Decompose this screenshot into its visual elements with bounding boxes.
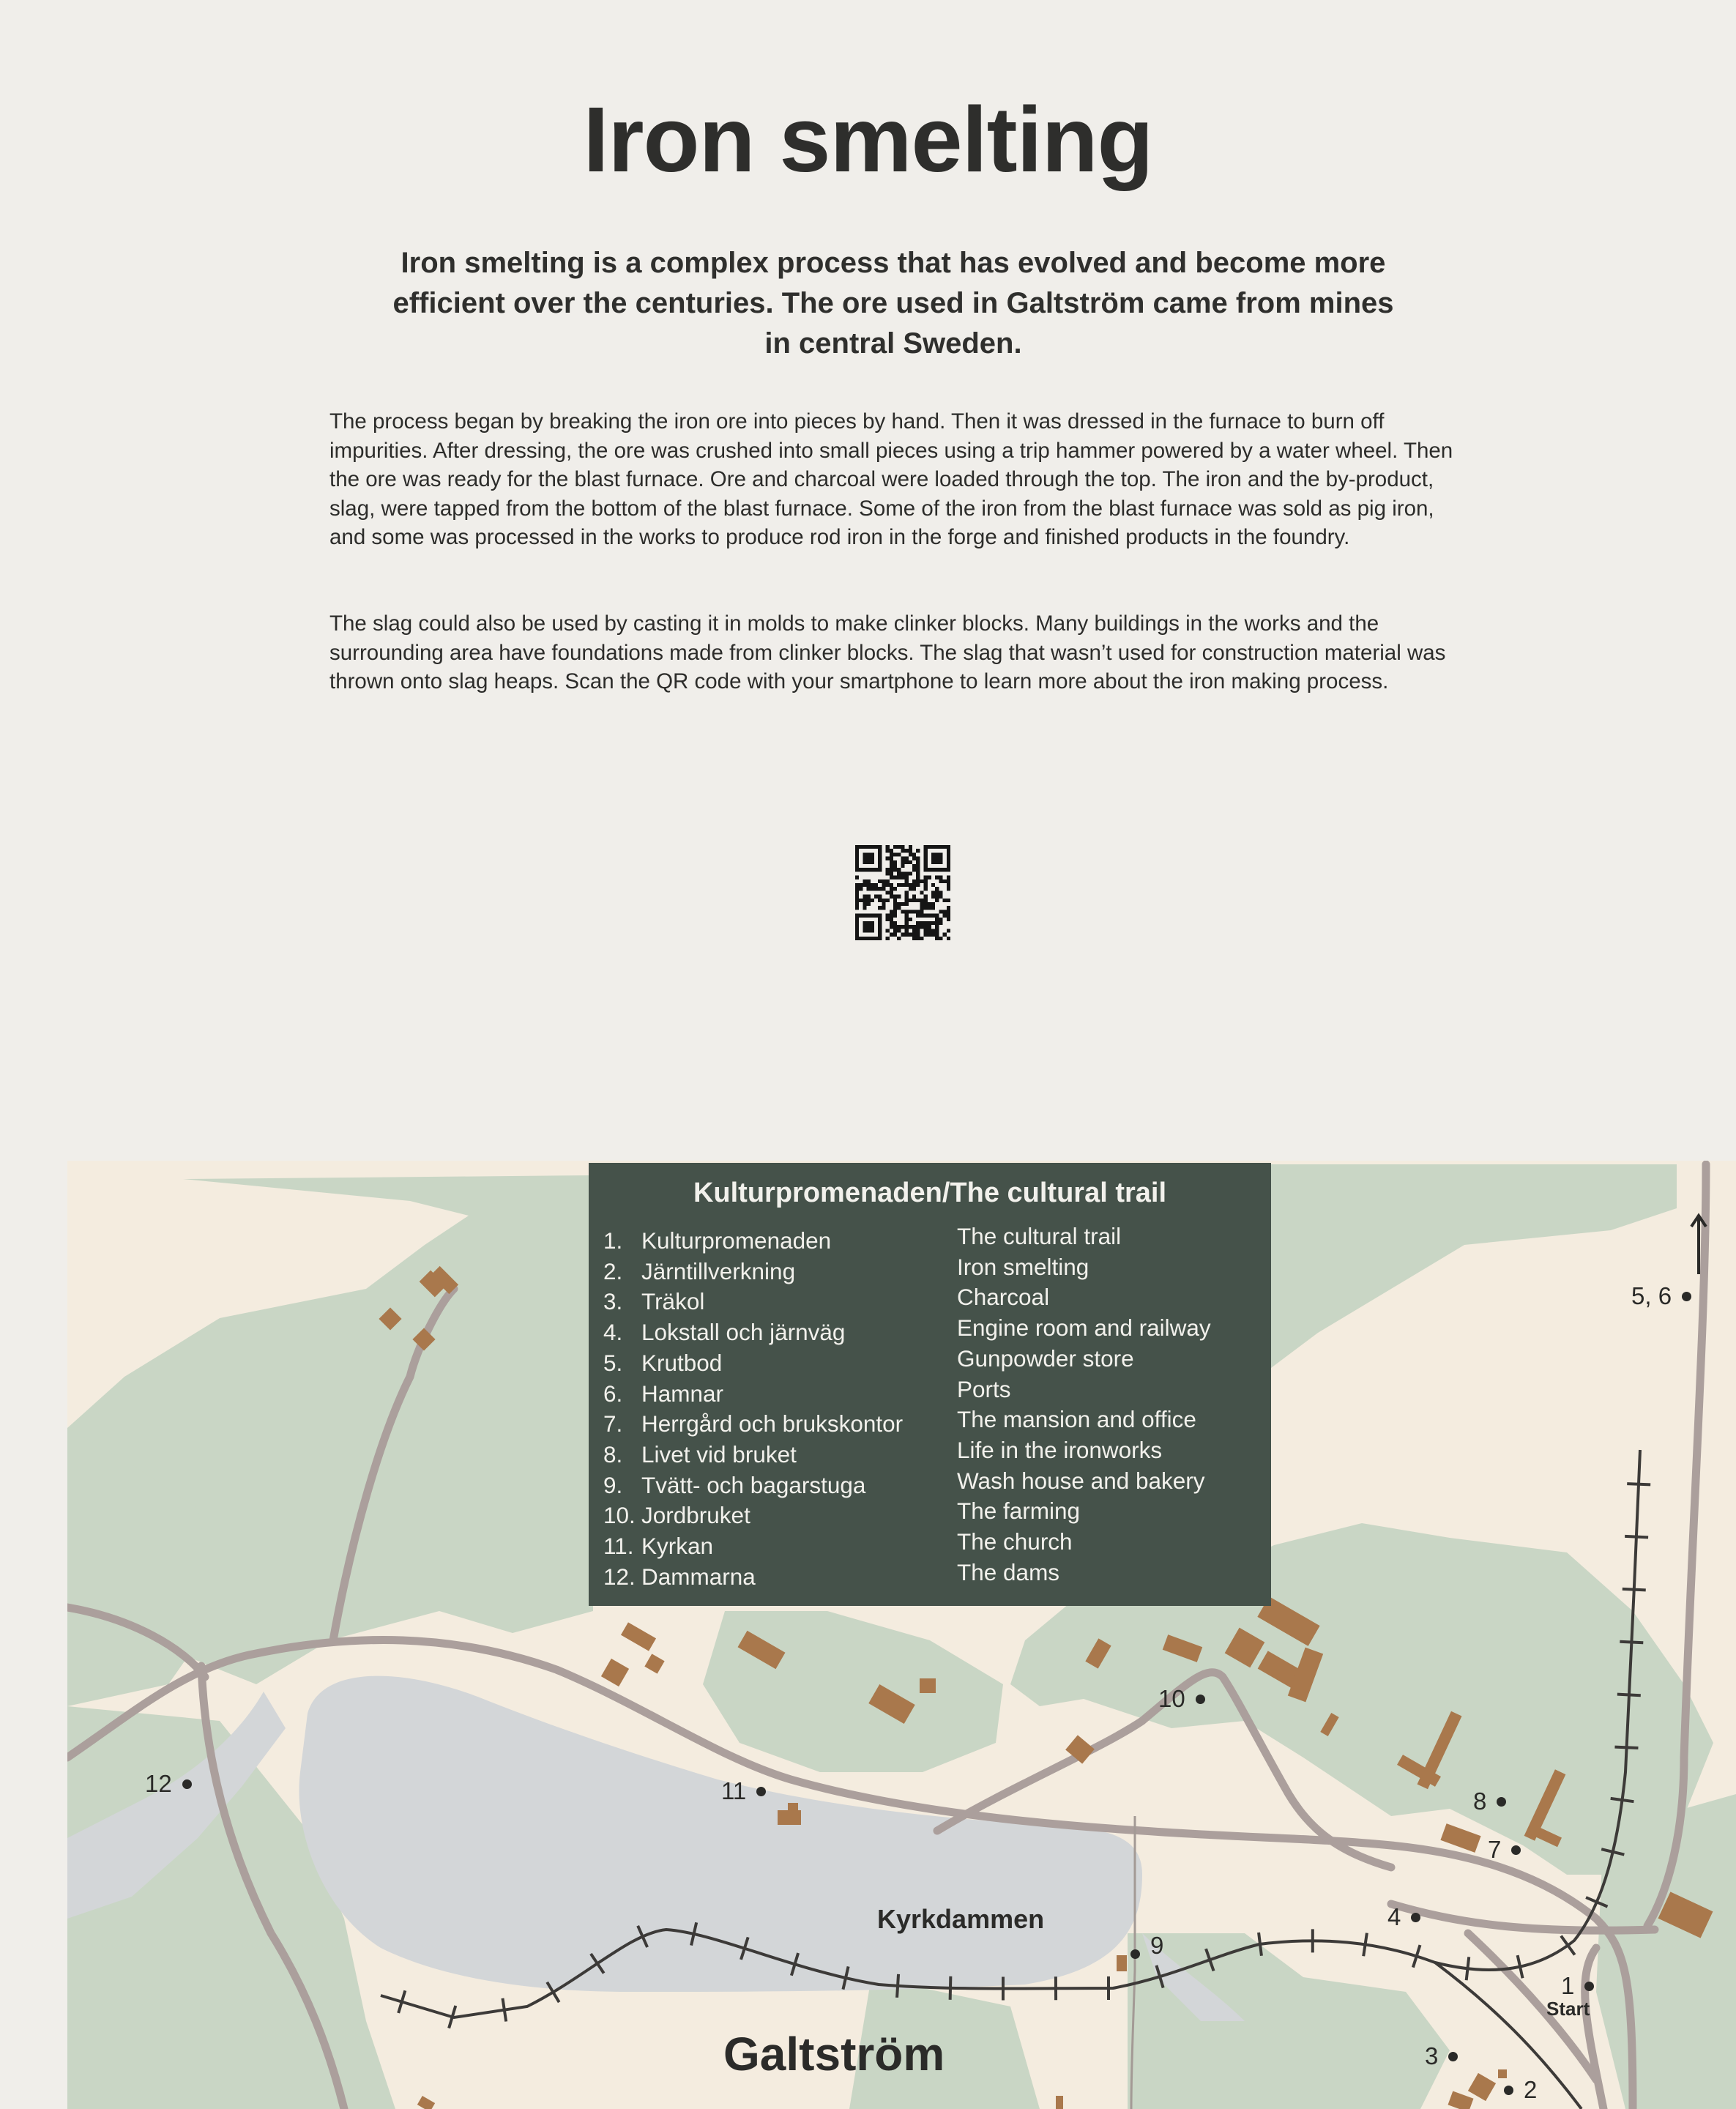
legend-item-sv xyxy=(603,1531,903,1562)
legend-item-number: 12. xyxy=(603,1563,636,1590)
legend-item-sv xyxy=(603,1317,903,1348)
legend-item-english: Gunpowder store xyxy=(957,1344,1134,1372)
legend-item-english: Ports xyxy=(957,1375,1011,1402)
marker-dot xyxy=(1511,1845,1521,1855)
marker-dot xyxy=(1497,1797,1506,1807)
marker-dot xyxy=(1448,2052,1458,2061)
legend-item-sv xyxy=(603,1257,903,1287)
lead-paragraph: Iron smelting is a complex process that has evolved and become more efficient over the centuries. The ore used in Galtström came from mines in central Sweden. xyxy=(392,247,1394,360)
legend-item-english: Wash house and bakery xyxy=(957,1467,1205,1494)
legend-item-sv xyxy=(603,1562,903,1593)
legend-item-sv xyxy=(603,1470,903,1501)
legend-item-sv xyxy=(603,1379,903,1410)
lake-label: Kyrkdammen xyxy=(877,1904,1045,1934)
marker-dot xyxy=(1130,1949,1140,1959)
legend-item-swedish: Livet vid bruket xyxy=(641,1440,797,1468)
marker-label: 4 xyxy=(1387,1903,1401,1930)
map-marker-5-6 xyxy=(1631,1282,1691,1311)
legend-item-swedish: Kyrkan xyxy=(641,1533,714,1560)
legend-item-sv xyxy=(603,1348,903,1379)
legend-item-number: 6. xyxy=(603,1380,623,1407)
legend-english-list xyxy=(957,1221,1211,1588)
map-marker-3 xyxy=(1425,2042,1458,2071)
legend-item-number: 9. xyxy=(603,1471,623,1498)
page-title: Iron smelting xyxy=(583,88,1153,191)
legend-item-swedish: Hamnar xyxy=(641,1380,724,1407)
legend-item-number: 4. xyxy=(603,1319,623,1346)
legend-item-english: The dams xyxy=(957,1558,1060,1585)
marker-label: 2 xyxy=(1524,2076,1538,2103)
marker-label: 1 xyxy=(1561,1972,1575,1999)
legend-item-swedish: Tvätt- och bagarstuga xyxy=(641,1471,866,1498)
legend-item-swedish: Lokstall och järnväg xyxy=(641,1319,846,1346)
marker-label: 12 xyxy=(145,1770,172,1797)
marker-dot xyxy=(1411,1913,1420,1922)
marker-label: 3 xyxy=(1425,2042,1439,2069)
map-marker-9 xyxy=(1130,1932,1164,1968)
legend-item-swedish: Jordbruket xyxy=(641,1502,750,1529)
legend-item-english: The church xyxy=(957,1528,1073,1555)
legend-swedish-list xyxy=(603,1226,903,1592)
legend-item-number: 1. xyxy=(603,1227,623,1254)
marker-label: 10 xyxy=(1158,1685,1185,1712)
legend-item-english: Engine room and railway xyxy=(957,1314,1211,1342)
legend-item-swedish: Träkol xyxy=(641,1288,705,1315)
legend-item-sv xyxy=(603,1409,903,1440)
legend-item-swedish: Järntillverkning xyxy=(641,1257,796,1284)
legend-panel xyxy=(589,1163,1271,1606)
legend-item-swedish: Krutbod xyxy=(641,1349,723,1376)
legend-item-swedish: Kulturpromenaden xyxy=(641,1227,832,1254)
legend-item-number: 8. xyxy=(603,1440,623,1468)
legend-item-sv xyxy=(603,1226,903,1257)
map-marker-4 xyxy=(1387,1902,1420,1932)
marker-dot xyxy=(182,1779,192,1789)
marker-dot xyxy=(1682,1292,1691,1301)
map-marker-2 xyxy=(1504,2075,1537,2105)
legend-item-number: 11. xyxy=(603,1533,634,1560)
legend-item-number: 2. xyxy=(603,1257,623,1284)
marker-dot xyxy=(1196,1695,1205,1704)
map-marker-11 xyxy=(721,1777,766,1806)
legend-item-number: 5. xyxy=(603,1349,623,1376)
legend-item-swedish: Dammarna xyxy=(641,1563,756,1590)
legend-item-swedish: Herrgård och brukskontor xyxy=(641,1410,904,1437)
body-paragraph-1: The process began by breaking the iron ore into pieces by hand. Then it was dressed in the furnace to burn off impurities. After dressing, the ore was crushed into small pieces using a trip hammer powered by a water wheel. Then the ore was ready for the blast furnace. Ore and charcoal were loaded through the top. The iron and the by-product, slag, were tapped from the bottom of the blast furnace. Some of the iron from the blast furnace was sold as pig iron, and some was processed in the works to produce rod iron in the forge and finished products in the foundry. xyxy=(329,409,1453,549)
legend-item-number: 10. xyxy=(603,1502,636,1529)
marker-dot xyxy=(1504,2086,1513,2095)
legend-item-sv xyxy=(603,1440,903,1470)
marker-label: 7 xyxy=(1488,1836,1502,1863)
legend-title: Kulturpromenaden/The cultural trail xyxy=(693,1178,1167,1208)
marker-dot xyxy=(756,1787,766,1796)
map-marker-12 xyxy=(145,1769,192,1799)
legend-item-number: 3. xyxy=(603,1288,623,1315)
marker-label: 8 xyxy=(1473,1788,1487,1815)
map-marker-10 xyxy=(1158,1684,1205,1714)
legend-item-english: Iron smelting xyxy=(957,1253,1089,1280)
legend-item-english: Life in the ironworks xyxy=(957,1436,1163,1463)
qr-code-icon[interactable] xyxy=(855,845,950,940)
marker-dot xyxy=(1584,1982,1594,1991)
map-marker-8 xyxy=(1473,1787,1506,1816)
map-marker-1 xyxy=(1561,1971,1594,2001)
legend-item-english: Charcoal xyxy=(957,1284,1050,1311)
legend-item-english: The farming xyxy=(957,1498,1081,1525)
marker-label: 11 xyxy=(721,1777,747,1804)
marker-label: 5, 6 xyxy=(1631,1282,1672,1309)
legend-item-number: 7. xyxy=(603,1410,623,1437)
town-label: Galtström xyxy=(723,2028,945,2080)
legend-item-sv xyxy=(603,1287,903,1317)
legend-item-english: The mansion and office xyxy=(957,1406,1196,1433)
legend-item-sv xyxy=(603,1500,903,1531)
legend-item-english: The cultural trail xyxy=(957,1223,1122,1249)
map-marker-7 xyxy=(1488,1835,1521,1864)
marker-label: 9 xyxy=(1150,1932,1164,1959)
body-paragraph-2: The slag could also be used by casting it in molds to make clinker blocks. Many buildings in the works and the surrounding area have foundations made from clinker blocks. The slag that wasn’t used for construction material was thrown onto slag heaps. Scan the QR code with your smartphone to learn more about the iron making process. xyxy=(329,611,1446,693)
start-label: Start xyxy=(1546,1998,1590,2020)
